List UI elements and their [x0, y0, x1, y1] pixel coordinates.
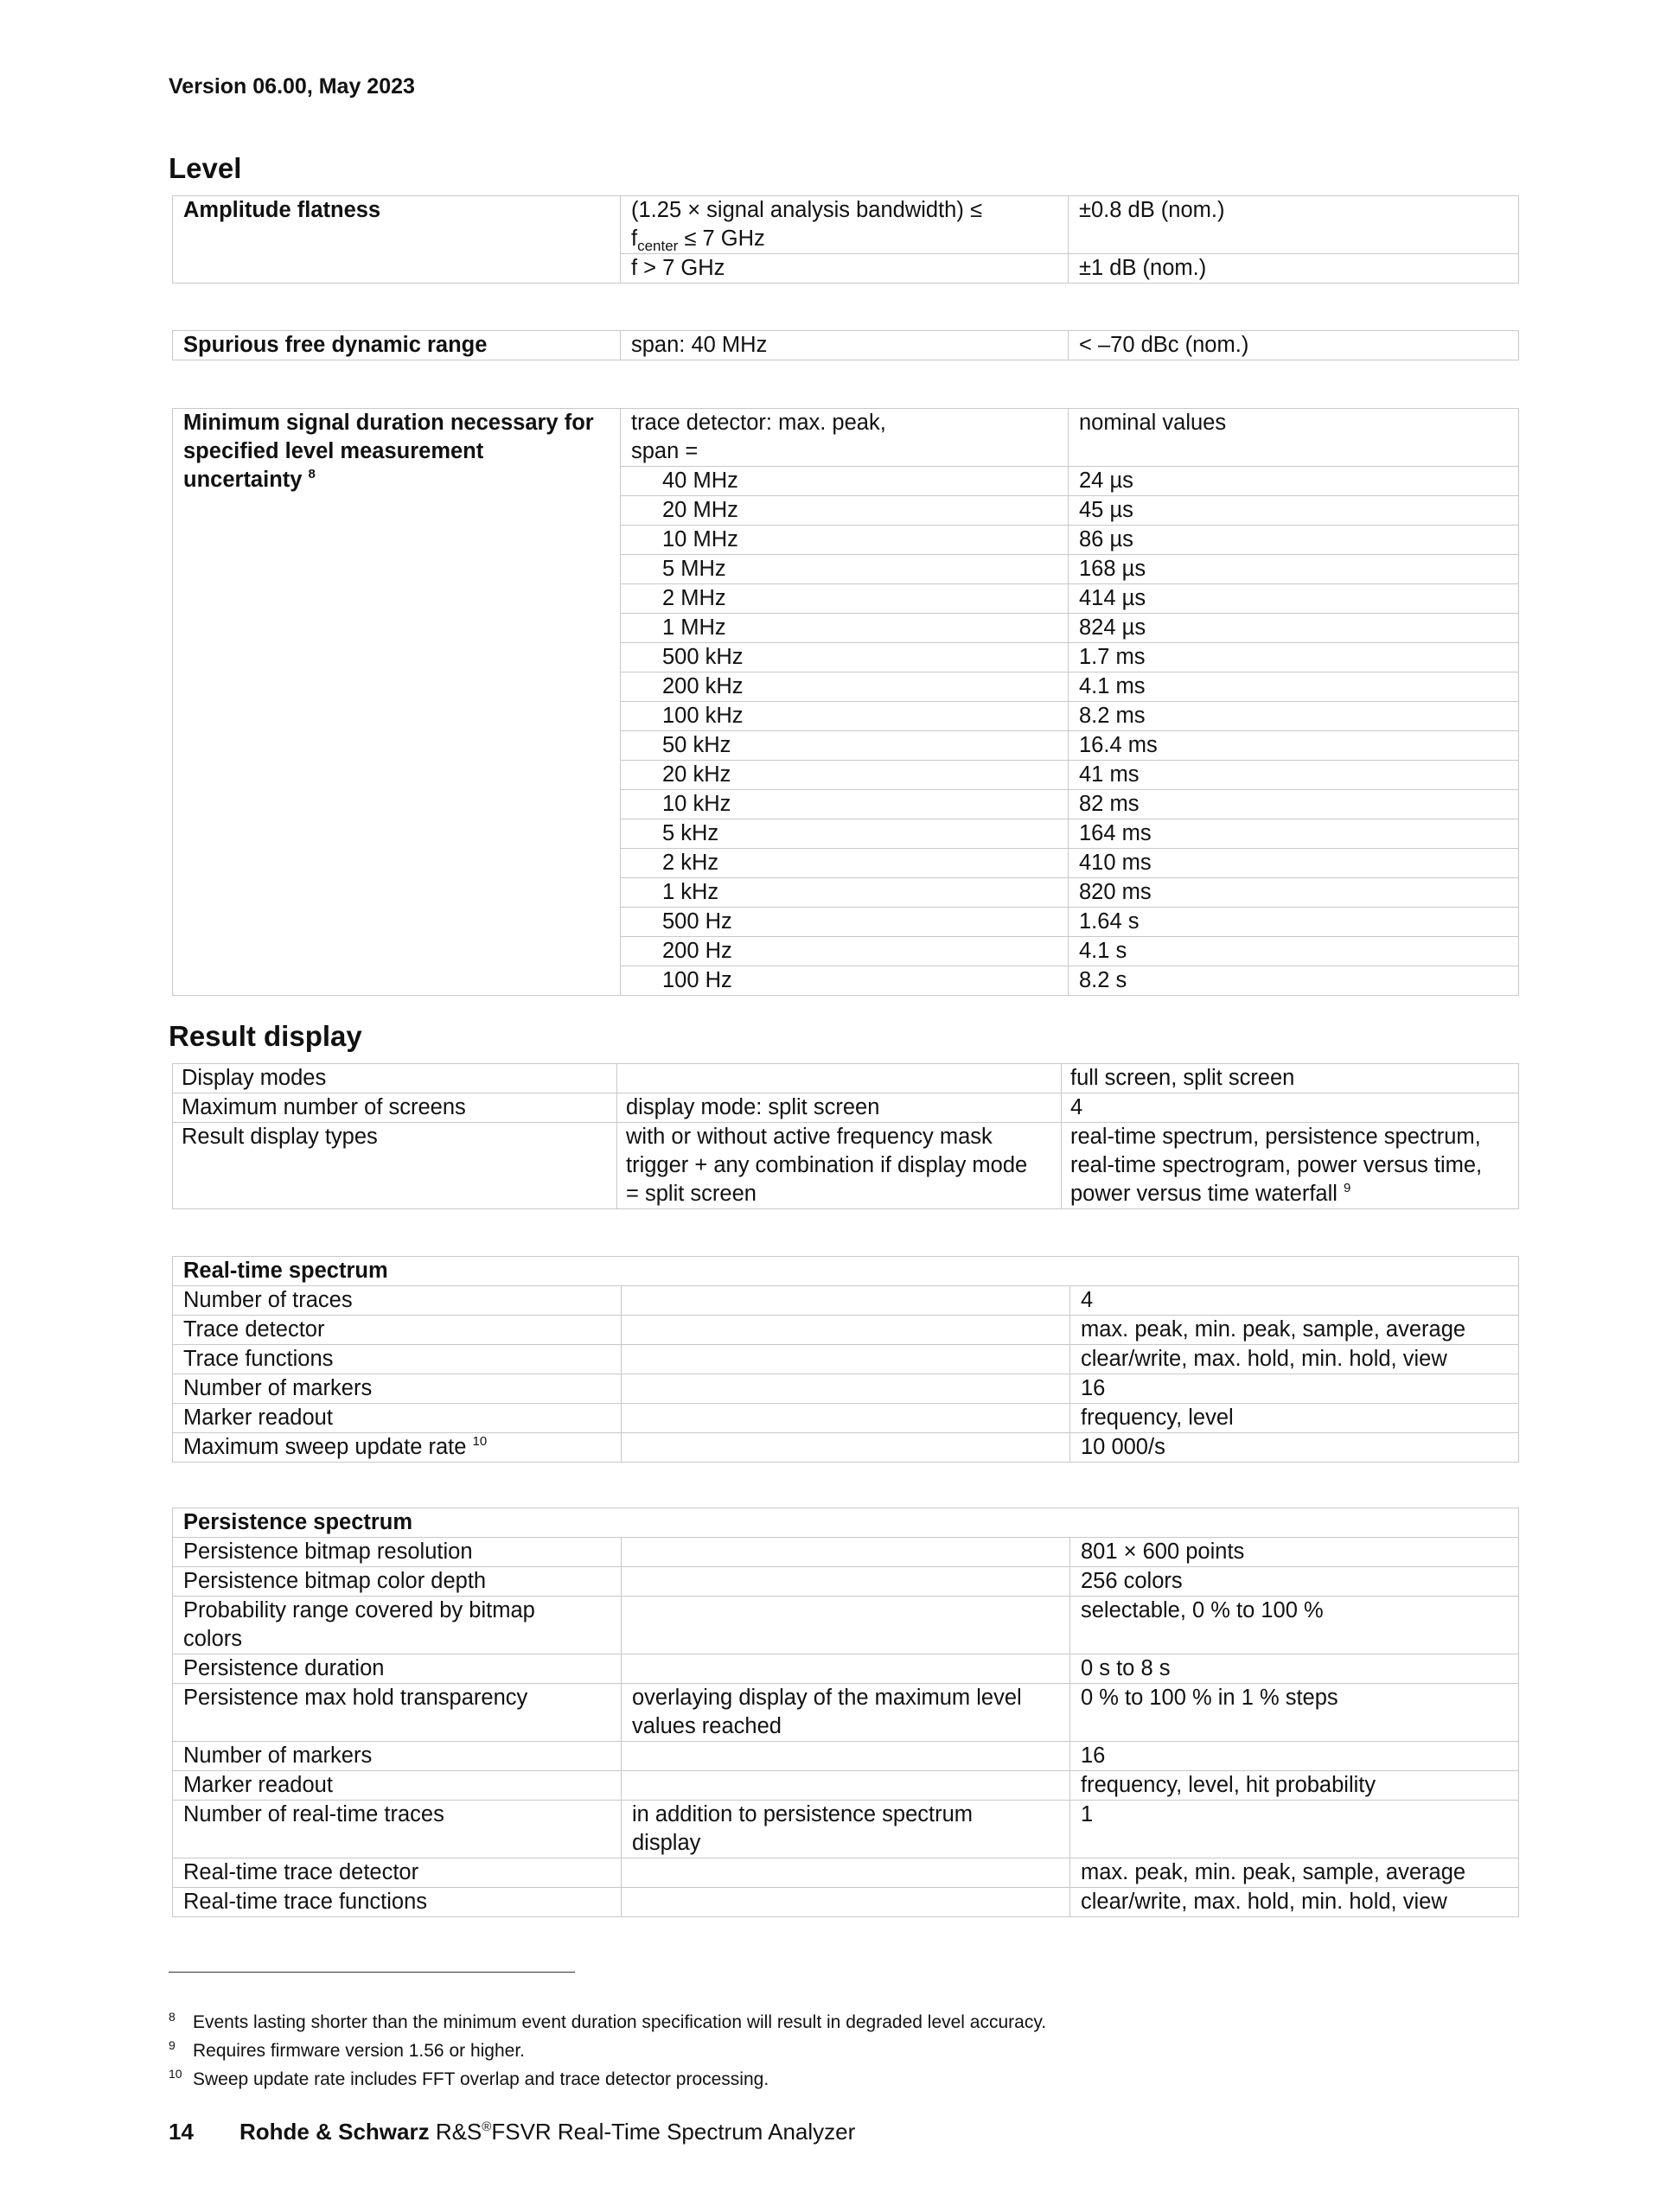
version-header: Version 06.00, May 2023	[169, 74, 415, 99]
realtime-spectrum-value: 4	[1070, 1286, 1519, 1316]
span-cell: 40 MHz	[621, 467, 1069, 496]
page-number: 14	[169, 2119, 194, 2145]
duration-value-cell: 41 ms	[1069, 761, 1519, 790]
span-cell: 500 kHz	[621, 643, 1069, 673]
realtime-spectrum-value: frequency, level	[1070, 1404, 1519, 1433]
rt-functions-label: Real-time trace functions	[173, 1888, 622, 1917]
duration-value-cell: 410 ms	[1069, 849, 1519, 878]
sweep-rate-condition	[622, 1433, 1070, 1463]
display-types-label: Result display types	[173, 1123, 617, 1209]
min-duration-table	[172, 408, 1519, 996]
duration-value-cell: 820 ms	[1069, 878, 1519, 908]
table-row	[173, 1567, 1519, 1597]
rt-detector-label: Real-time trace detector	[173, 1858, 622, 1888]
duration-value-cell: 164 ms	[1069, 819, 1519, 849]
bitmap-depth-label: Persistence bitmap color depth	[173, 1567, 622, 1597]
span-cell: 10 kHz	[621, 790, 1069, 819]
persistence-duration-label: Persistence duration	[173, 1654, 622, 1684]
table-row	[173, 1093, 1519, 1123]
max-hold-condition: overlaying display of the maximum level values reached	[622, 1684, 1070, 1742]
bitmap-resolution-label: Persistence bitmap resolution	[173, 1538, 622, 1567]
duration-value-cell: 16.4 ms	[1069, 731, 1519, 761]
duration-value-cell: 1.7 ms	[1069, 643, 1519, 673]
amplitude-flatness-label: Amplitude flatness	[173, 196, 621, 284]
footer-brand: Rohde & Schwarz	[239, 2119, 430, 2145]
max-screens-value: 4	[1062, 1093, 1519, 1123]
span-cell: 10 MHz	[621, 526, 1069, 555]
realtime-spectrum-label: Number of markers	[173, 1374, 622, 1404]
realtime-spectrum-label: Number of traces	[173, 1286, 622, 1316]
markers-label: Number of markers	[173, 1742, 622, 1771]
table-row	[173, 1771, 1519, 1801]
display-modes-label: Display modes	[173, 1064, 617, 1093]
markers-value: 16	[1070, 1742, 1519, 1771]
duration-value-cell: 8.2 ms	[1069, 702, 1519, 731]
amplitude-flatness-table	[172, 195, 1519, 284]
rt-detector-value: max. peak, min. peak, sample, average	[1070, 1858, 1519, 1888]
amplitude-flatness-condition-2: f > 7 GHz	[621, 254, 1069, 284]
table-row	[173, 1374, 1519, 1404]
table-row	[173, 1801, 1519, 1858]
persistence-spectrum-title: Persistence spectrum	[173, 1508, 1519, 1538]
persistence-duration-condition	[622, 1654, 1070, 1684]
sfdr-label: Spurious free dynamic range	[173, 331, 621, 360]
result-display-table	[172, 1063, 1519, 1209]
table-row	[173, 1345, 1519, 1374]
realtime-spectrum-condition	[622, 1286, 1070, 1316]
span-cell: 2 MHz	[621, 584, 1069, 614]
span-cell: 200 kHz	[621, 673, 1069, 702]
rt-functions-condition	[622, 1888, 1070, 1917]
span-cell: 200 Hz	[621, 937, 1069, 966]
duration-value-cell: 86 µs	[1069, 526, 1519, 555]
sweep-rate-value: 10 000/s	[1070, 1433, 1519, 1463]
readout-condition	[622, 1771, 1070, 1801]
sweep-rate-label: Maximum sweep update rate $^{10}$	[173, 1433, 622, 1463]
table-row	[173, 1538, 1519, 1567]
span-cell: 100 Hz	[621, 966, 1069, 996]
realtime-spectrum-title: Real-time spectrum	[173, 1257, 1519, 1286]
realtime-spectrum-condition	[622, 1316, 1070, 1345]
display-types-condition: with or without active frequency mask trigger + any combination if display mode = split screen	[617, 1123, 1062, 1209]
probability-range-condition	[622, 1597, 1070, 1654]
realtime-spectrum-label: Marker readout	[173, 1404, 622, 1433]
table-row	[173, 1064, 1519, 1093]
realtime-spectrum-label: Trace functions	[173, 1345, 622, 1374]
duration-value-cell: 4.1 s	[1069, 937, 1519, 966]
table-row	[173, 1316, 1519, 1345]
readout-label: Marker readout	[173, 1771, 622, 1801]
amplitude-flatness-value-2: ±1 dB (nom.)	[1069, 254, 1519, 284]
duration-value-cell: 168 µs	[1069, 555, 1519, 584]
rt-functions-value: clear/write, max. hold, min. hold, view	[1070, 1888, 1519, 1917]
span-cell: 500 Hz	[621, 908, 1069, 937]
realtime-spectrum-value: 16	[1070, 1374, 1519, 1404]
footnote-9: 9 Requires firmware version 1.56 or higher.	[169, 2038, 526, 2061]
table-row	[173, 1597, 1519, 1654]
table-row	[173, 1433, 1519, 1463]
duration-value-cell: 1.64 s	[1069, 908, 1519, 937]
duration-value-cell: 82 ms	[1069, 790, 1519, 819]
realtime-spectrum-value: clear/write, max. hold, min. hold, view	[1070, 1345, 1519, 1374]
table-row	[173, 1888, 1519, 1917]
markers-condition	[622, 1742, 1070, 1771]
probability-range-value: selectable, 0 % to 100 %	[1070, 1597, 1519, 1654]
realtime-spectrum-value: max. peak, min. peak, sample, average	[1070, 1316, 1519, 1345]
table-row	[173, 1286, 1519, 1316]
rt-traces-value: 1	[1070, 1801, 1519, 1858]
probability-range-label: Probability range covered by bitmap colors	[173, 1597, 622, 1654]
duration-value-cell: 414 µs	[1069, 584, 1519, 614]
footnote-10: 10 Sweep update rate includes FFT overlap and trace detector processing.	[169, 2067, 769, 2089]
span-cell: 20 kHz	[621, 761, 1069, 790]
span-cell: 2 kHz	[621, 849, 1069, 878]
amplitude-flatness-condition-1: (1.25 × signal analysis bandwidth) ≤ $f_{center} \le 7$ GHz	[621, 196, 1069, 254]
display-types-value: real-time spectrum, persistence spectrum, real-time spectrogram, power versus time, power versus time waterfall $^9$	[1062, 1123, 1519, 1209]
bitmap-depth-value: 256 colors	[1070, 1567, 1519, 1597]
duration-value-cell: 8.2 s	[1069, 966, 1519, 996]
duration-value-cell: 824 µs	[1069, 614, 1519, 643]
max-hold-value: 0 % to 100 % in 1 % steps	[1070, 1684, 1519, 1742]
table-row	[173, 1858, 1519, 1888]
display-modes-condition	[617, 1064, 1062, 1093]
max-screens-condition: display mode: split screen	[617, 1093, 1062, 1123]
span-cell: 1 MHz	[621, 614, 1069, 643]
min-duration-condition: trace detector: max. peak, span =	[621, 409, 1069, 467]
sfdr-value: < –70 dBc (nom.)	[1069, 331, 1519, 360]
persistence-spectrum-table	[172, 1508, 1519, 1917]
rt-traces-condition: in addition to persistence spectrum display	[622, 1801, 1070, 1858]
amplitude-flatness-value-1: ±0.8 dB (nom.)	[1069, 196, 1519, 254]
span-cell: 100 kHz	[621, 702, 1069, 731]
persistence-duration-value: 0 s to 8 s	[1070, 1654, 1519, 1684]
min-duration-value-header: nominal values	[1069, 409, 1519, 467]
realtime-spectrum-table	[172, 1256, 1519, 1463]
rt-detector-condition	[622, 1858, 1070, 1888]
span-cell: 1 kHz	[621, 878, 1069, 908]
realtime-spectrum-label: Trace detector	[173, 1316, 622, 1345]
duration-value-cell: 4.1 ms	[1069, 673, 1519, 702]
section-title-level: Level	[169, 152, 242, 184]
page-footer	[169, 2119, 855, 2145]
span-cell: 5 MHz	[621, 555, 1069, 584]
realtime-spectrum-condition	[622, 1345, 1070, 1374]
sfdr-table	[172, 330, 1519, 360]
span-cell: 5 kHz	[621, 819, 1069, 849]
bitmap-resolution-condition	[622, 1538, 1070, 1567]
bitmap-depth-condition	[622, 1567, 1070, 1597]
footnote-divider	[169, 1972, 575, 1973]
footnote-8: 8 Events lasting shorter than the minimum event duration specification will result in degraded level accuracy.	[169, 2010, 1047, 2032]
max-screens-label: Maximum number of screens	[173, 1093, 617, 1123]
footer-product-prefix: R&S	[429, 2119, 482, 2145]
duration-value-cell: 24 µs	[1069, 467, 1519, 496]
table-row	[173, 1654, 1519, 1684]
table-row	[173, 1742, 1519, 1771]
duration-value-cell: 45 µs	[1069, 496, 1519, 526]
table-row	[173, 1684, 1519, 1742]
readout-value: frequency, level, hit probability	[1070, 1771, 1519, 1801]
span-cell: 50 kHz	[621, 731, 1069, 761]
span-cell: 20 MHz	[621, 496, 1069, 526]
display-modes-value: full screen, split screen	[1062, 1064, 1519, 1093]
min-duration-label: Minimum signal duration necessary for specified level measurement uncertainty $^8$	[173, 409, 621, 996]
footer-product: FSVR Real-Time Spectrum Analyzer	[491, 2119, 856, 2145]
registered-mark: ®	[482, 2120, 492, 2134]
rt-traces-label: Number of real-time traces	[173, 1801, 622, 1858]
table-row	[173, 1404, 1519, 1433]
table-row	[173, 1123, 1519, 1209]
max-hold-label: Persistence max hold transparency	[173, 1684, 622, 1742]
realtime-spectrum-condition	[622, 1374, 1070, 1404]
sfdr-condition: span: 40 MHz	[621, 331, 1069, 360]
realtime-spectrum-condition	[622, 1404, 1070, 1433]
section-title-result-display: Result display	[169, 1020, 362, 1052]
bitmap-resolution-value: 801 × 600 points	[1070, 1538, 1519, 1567]
